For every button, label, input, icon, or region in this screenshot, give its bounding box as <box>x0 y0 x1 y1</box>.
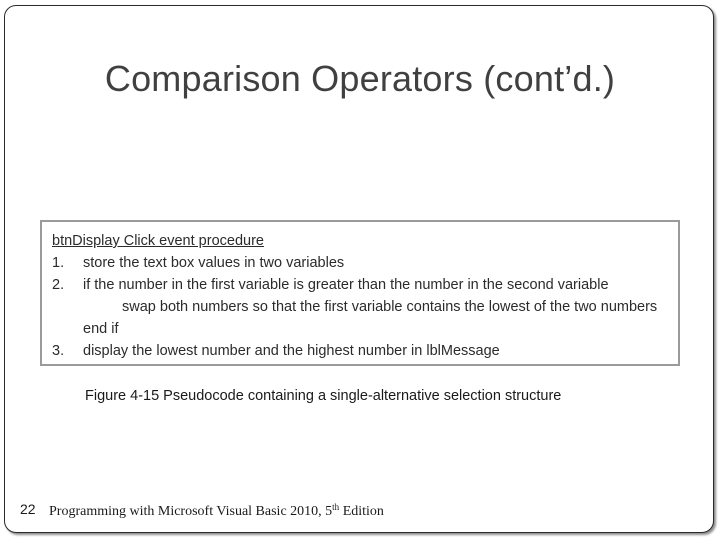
pseudocode-line-3 <box>52 296 658 318</box>
step-text-indented: swap both numbers so that the first variable contains the lowest of the two numbers <box>122 299 658 315</box>
step-number: 1. <box>52 255 65 271</box>
pseudocode-line-4 <box>52 318 264 340</box>
step-text: end if <box>83 321 119 337</box>
slide-footer <box>49 502 384 520</box>
slide-title: Comparison Operators (cont’d.) <box>104 58 616 99</box>
figure-heading: btnDisplay Click event procedure <box>52 233 264 249</box>
step-number: 2. <box>52 277 65 293</box>
pseudocode-line-5 <box>52 340 500 362</box>
figure-caption: Figure 4-15 Pseudocode containing a single-alternative selection structure <box>85 388 562 404</box>
page-number: 22 <box>20 501 36 517</box>
pseudocode-line-2 <box>52 274 609 296</box>
step-text: display the lowest number and the highest number in lblMessage <box>83 343 500 359</box>
step-text: store the text box values in two variables <box>83 255 345 271</box>
step-text: if the number in the first variable is greater than the number in the second variable <box>83 277 609 293</box>
footer-edition: Edition <box>339 504 384 519</box>
step-number: 3. <box>52 343 65 359</box>
pseudocode-figure <box>40 220 680 366</box>
footer-superscript: th <box>332 502 340 512</box>
figure-heading-line <box>52 230 264 252</box>
footer-text: Programming with Microsoft Visual Basic 2010, 5 <box>49 504 333 519</box>
pseudocode-line-1 <box>52 252 345 274</box>
pseudocode-content <box>52 230 658 362</box>
